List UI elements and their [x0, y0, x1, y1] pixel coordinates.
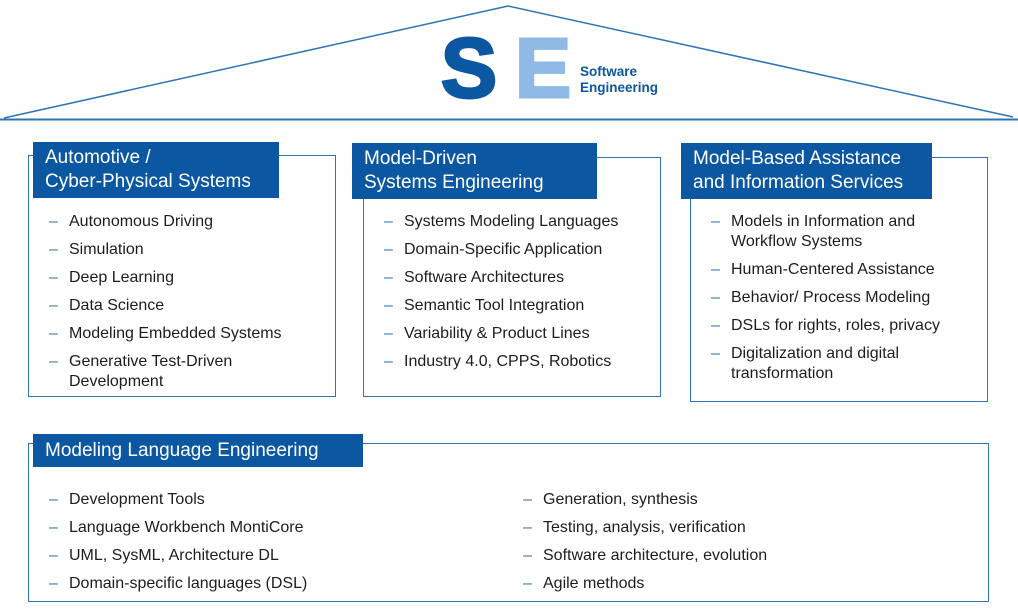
list-item: [523, 518, 963, 538]
panel-model-based-list: [711, 212, 975, 392]
list-item: [711, 316, 975, 336]
list-item: [49, 490, 499, 510]
dash-bullet-icon: –: [49, 491, 58, 508]
dash-bullet-icon: –: [711, 261, 720, 278]
list-item: [49, 324, 321, 344]
dash-bullet-icon: –: [523, 519, 532, 536]
list-item: [711, 344, 975, 384]
panel-header-line: Model-Driven: [364, 148, 477, 169]
dash-bullet-icon: –: [49, 575, 58, 592]
panel-header-line: Cyber-Physical Systems: [45, 171, 251, 192]
panel-header-line: Modeling Language Engineering: [45, 440, 319, 461]
panel-modeling-language-list-right: [523, 490, 963, 602]
list-item-label: Data Science: [69, 297, 165, 314]
logo-caption-line1: Software: [580, 64, 638, 79]
list-item-label: Generative Test-Driven Development: [69, 353, 233, 390]
list-item-label: Domain-Specific Application: [404, 241, 603, 258]
dash-bullet-icon: –: [384, 269, 393, 286]
list-item: [49, 352, 321, 392]
dash-bullet-icon: –: [523, 547, 532, 564]
dash-bullet-icon: –: [49, 213, 58, 230]
list-item: [523, 490, 963, 510]
dash-bullet-icon: –: [384, 241, 393, 258]
panel-header-automotive: [33, 142, 279, 198]
list-item-label: Software architecture, evolution: [543, 547, 768, 564]
dash-bullet-icon: –: [49, 353, 58, 370]
dash-bullet-icon: –: [49, 297, 58, 314]
panel-automotive-list: [49, 212, 321, 400]
list-item-label: Variability & Product Lines: [404, 325, 590, 342]
dash-bullet-icon: –: [49, 547, 58, 564]
list-item-label: Domain-specific languages (DSL): [69, 575, 308, 592]
list-item: [49, 546, 499, 566]
list-item-label: Digitalization and digital transformation: [731, 345, 900, 382]
dash-bullet-icon: –: [49, 269, 58, 286]
list-item-label: Language Workbench MontiCore: [69, 519, 304, 536]
list-item: [384, 324, 648, 344]
list-item: [384, 296, 648, 316]
list-item: [49, 296, 321, 316]
dash-bullet-icon: –: [711, 345, 720, 362]
list-item-label: Human-Centered Assistance: [731, 261, 935, 278]
list-item-label: Testing, analysis, verification: [543, 519, 746, 536]
logo-letter-s: S: [441, 21, 498, 115]
list-item: [49, 574, 499, 594]
list-item: [49, 240, 321, 260]
dash-bullet-icon: –: [49, 241, 58, 258]
list-item: [384, 352, 648, 372]
list-item-label: Development Tools: [69, 491, 205, 508]
panel-model-driven-list: [384, 212, 648, 380]
list-item-label: Deep Learning: [69, 269, 174, 286]
dash-bullet-icon: –: [711, 213, 720, 230]
list-item: [523, 546, 963, 566]
panel-header-modeling-language: [33, 434, 363, 467]
list-item-label: Agile methods: [543, 575, 645, 592]
list-item: [523, 574, 963, 594]
list-item-label: Software Architectures: [404, 269, 565, 286]
logo-caption: [580, 64, 658, 96]
list-item: [49, 518, 499, 538]
dash-bullet-icon: –: [711, 317, 720, 334]
list-item: [49, 212, 321, 232]
panel-header-model-driven: [352, 143, 597, 199]
list-item-label: Autonomous Driving: [69, 213, 214, 230]
list-item-label: Behavior/ Process Modeling: [731, 289, 931, 306]
list-item: [49, 268, 321, 288]
dash-bullet-icon: –: [384, 297, 393, 314]
logo-letter-e: E: [515, 21, 572, 115]
panel-header-line: Systems Engineering: [364, 172, 544, 193]
list-item-label: DSLs for rights, roles, privacy: [731, 317, 940, 334]
panel-header-line: Model-Based Assistance: [693, 148, 902, 169]
list-item-label: Systems Modeling Languages: [404, 213, 619, 230]
list-item-label: UML, SysML, Architecture DL: [69, 547, 279, 564]
list-item-label: Industry 4.0, CPPS, Robotics: [404, 353, 612, 370]
list-item: [384, 240, 648, 260]
dash-bullet-icon: –: [384, 353, 393, 370]
list-item-label: Generation, synthesis: [543, 491, 698, 508]
list-item-label: Models in Information and Workflow Systems: [731, 213, 916, 250]
dash-bullet-icon: –: [49, 519, 58, 536]
dash-bullet-icon: –: [49, 325, 58, 342]
panel-header-line: and Information Services: [693, 172, 904, 193]
panel-header-line: Automotive /: [45, 147, 151, 168]
list-item-label: Semantic Tool Integration: [404, 297, 585, 314]
dash-bullet-icon: –: [384, 325, 393, 342]
list-item-label: Modeling Embedded Systems: [69, 325, 282, 342]
panel-modeling-language-list-left: [49, 490, 499, 602]
panel-header-model-based: [681, 143, 932, 199]
list-item: [384, 212, 648, 232]
list-item-label: Simulation: [69, 241, 144, 258]
logo-caption-line2: Engineering: [580, 80, 659, 95]
dash-bullet-icon: –: [523, 491, 532, 508]
dash-bullet-icon: –: [711, 289, 720, 306]
list-item: [711, 288, 975, 308]
dash-bullet-icon: –: [523, 575, 532, 592]
list-item: [384, 268, 648, 288]
list-item: [711, 260, 975, 280]
list-item: [711, 212, 975, 252]
dash-bullet-icon: –: [384, 213, 393, 230]
